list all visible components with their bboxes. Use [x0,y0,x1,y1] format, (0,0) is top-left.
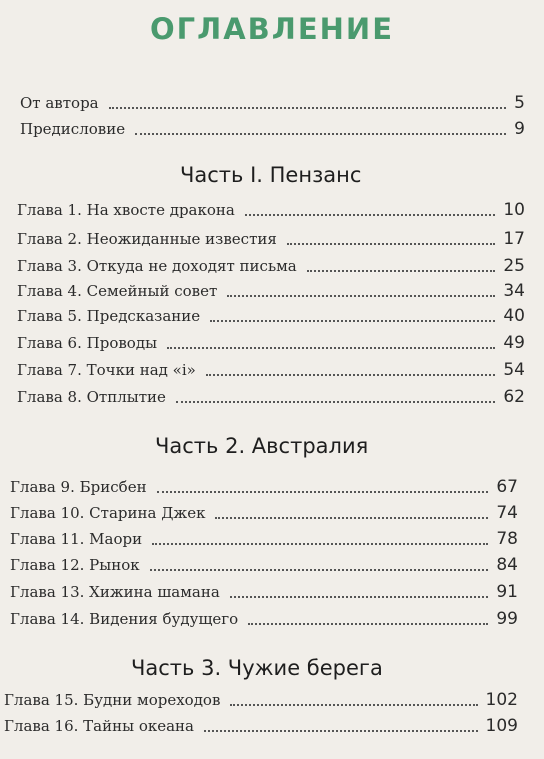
toc-entry[interactable] [20,119,525,139]
page-title: ОГЛАВЛЕНИЕ [149,12,394,46]
entry-page: 109 [485,716,518,736]
dot-leader [109,107,507,109]
dot-leader [152,543,488,545]
toc-entry[interactable] [17,387,525,407]
entry-label: Предисловие [20,120,126,138]
entry-label: Глава 5. Предсказание [17,307,201,325]
toc-entry[interactable] [17,256,525,276]
part-heading: Часть 2. Австралия [155,434,369,458]
entry-page: 25 [503,256,525,276]
toc-entry[interactable] [17,306,525,326]
entry-label: Глава 1. На хвосте дракона [17,201,235,219]
entry-page: 91 [496,582,518,602]
dot-leader [150,569,489,571]
dot-leader [135,133,506,135]
part-heading: Часть I. Пензанс [180,163,362,187]
toc-entry[interactable] [10,477,518,497]
entry-label: Глава 9. Брисбен [10,478,147,496]
entry-page: 10 [503,200,525,220]
dot-leader [206,374,496,376]
entry-page: 54 [503,360,525,380]
entry-page: 102 [485,690,518,710]
entry-page: 78 [496,529,518,549]
dot-leader [210,320,495,322]
entry-label: Глава 13. Хижина шамана [10,583,220,601]
dot-leader [307,270,496,272]
entry-page: 34 [503,281,525,301]
toc-entry[interactable] [17,281,525,301]
entry-page: 40 [503,306,525,326]
toc-entry[interactable] [10,503,518,523]
entry-page: 5 [514,93,525,113]
toc-entry[interactable] [20,93,525,113]
entry-page: 17 [503,229,525,249]
dot-leader [176,401,495,403]
dot-leader [204,730,478,732]
entry-label: Глава 2. Неожиданные известия [17,230,277,248]
dot-leader [287,243,496,245]
entry-label: Глава 3. Откуда не доходят письма [17,257,297,275]
dot-leader [167,347,495,349]
dot-leader [157,491,489,493]
toc-entry[interactable] [4,716,518,736]
toc-entry[interactable] [17,360,525,380]
dot-leader [227,295,495,297]
dot-leader [230,704,477,706]
entry-page: 74 [496,503,518,523]
entry-label: От автора [20,94,99,112]
entry-label: Глава 8. Отплытие [17,388,166,406]
entry-label: Глава 10. Старина Джек [10,504,206,522]
toc-entry[interactable] [10,582,518,602]
entry-page: 84 [496,555,518,575]
toc-entry[interactable] [10,609,518,629]
toc-entry[interactable] [4,690,518,710]
entry-label: Глава 6. Проводы [17,334,158,352]
entry-page: 9 [514,119,525,139]
toc-entry[interactable] [10,529,518,549]
entry-page: 67 [496,477,518,497]
part-heading: Часть 3. Чужие берега [131,656,383,680]
entry-label: Глава 4. Семейный совет [17,282,218,300]
entry-label: Глава 11. Маори [10,530,143,548]
entry-page: 62 [503,387,525,407]
dot-leader [230,596,489,598]
toc-entry[interactable] [17,200,525,220]
entry-label: Глава 12. Рынок [10,556,140,574]
entry-page: 99 [496,609,518,629]
dot-leader [248,623,488,625]
toc-entry[interactable] [10,555,518,575]
toc-entry[interactable] [17,333,525,353]
entry-label: Глава 7. Точки над «i» [17,361,196,379]
entry-label: Глава 15. Будни мореходов [4,691,221,709]
toc-entry[interactable] [17,229,525,249]
dot-leader [245,214,496,216]
entry-page: 49 [503,333,525,353]
entry-label: Глава 14. Видения будущего [10,610,239,628]
dot-leader [215,517,488,519]
entry-label: Глава 16. Тайны океана [4,717,194,735]
